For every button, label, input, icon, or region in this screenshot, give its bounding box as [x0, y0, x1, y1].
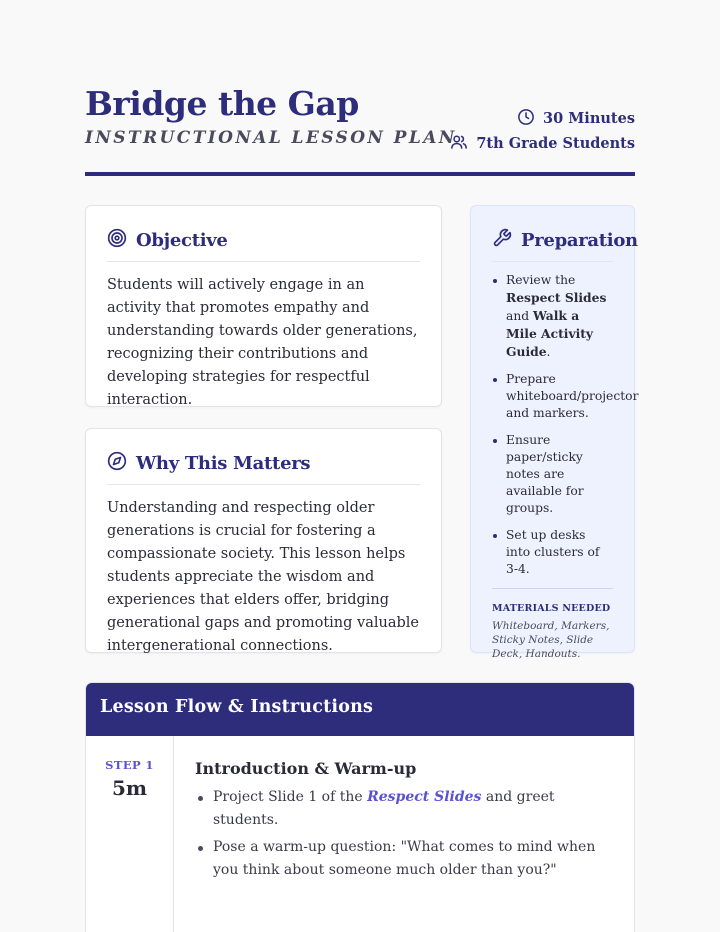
materials-section [492, 588, 613, 661]
page-header [85, 84, 635, 176]
why-card-header [107, 451, 420, 485]
target-icon [107, 228, 127, 252]
step-row [86, 736, 634, 932]
why-card [85, 428, 442, 653]
audience-text: 7th Grade Students [476, 135, 635, 152]
step-duration: 5m [111, 776, 148, 800]
wrench-icon [492, 228, 512, 252]
users-icon [450, 133, 468, 155]
materials-label: MATERIALS NEEDED [492, 603, 611, 614]
list-item: Ensure paper/sticky notes are available for groups. [492, 432, 613, 517]
preparation-card [470, 205, 639, 660]
lesson-meta [450, 106, 635, 156]
lesson-flow-header [86, 683, 634, 736]
page-subtitle: INSTRUCTIONAL LESSON PLAN [85, 128, 457, 148]
respect-slides-ref: Respect Slides [506, 290, 607, 305]
list-item: Prepare whiteboard/projector and markers. [492, 371, 613, 422]
compass-icon [107, 451, 127, 475]
objective-text: Students will actively engage in an activity that promotes empathy and understanding towards older generations, recognizing their contributions and developing strategies for respectful interaction. [107, 277, 418, 408]
materials-text: Whiteboard, Markers, Sticky Notes, Slide Deck, Handouts. [492, 620, 610, 660]
page-title: Bridge the Gap [85, 84, 359, 123]
duration-row [450, 106, 635, 131]
audience-row [450, 131, 635, 156]
objective-card [85, 205, 442, 407]
step-meta [86, 736, 174, 932]
step-title: Introduction & Warm-up [195, 759, 417, 778]
lesson-plan-page [85, 0, 639, 932]
list-item: Review the Respect Slides and Walk a Mile Activity Guide. [492, 272, 613, 361]
objective-card-header [107, 228, 420, 262]
why-title: Why This Matters [136, 452, 311, 474]
activity-guide-ref: Walk a Mile Activity Guide [506, 308, 594, 359]
respect-slides-link: Respect Slides [367, 789, 482, 805]
step-content [195, 759, 615, 886]
preparation-title: Preparation [521, 229, 638, 251]
list-item: Set up desks into clusters of 3-4. [492, 527, 613, 578]
duration-text: 30 Minutes [543, 110, 635, 127]
clock-icon [517, 108, 535, 130]
preparation-card-header [492, 228, 638, 262]
lesson-flow-title: Lesson Flow & Instructions [100, 697, 374, 717]
objective-title: Objective [136, 229, 228, 251]
step-instructions [195, 786, 615, 882]
why-text: Understanding and respecting older generations is crucial for fostering a compassionate society. This lesson helps students appreciate the wisdom and experiences that elders offer, bridging generational gaps and promoting valuable intergenerational connections. [107, 500, 419, 654]
lesson-flow-section [85, 682, 635, 932]
preparation-list [492, 272, 639, 578]
list-item: Pose a warm-up question: "What comes to mind when you think about someone much older than you?" [195, 836, 615, 882]
step-label: STEP 1 [105, 758, 154, 772]
list-item: Project Slide 1 of the Respect Slides and greet students. [195, 786, 615, 832]
